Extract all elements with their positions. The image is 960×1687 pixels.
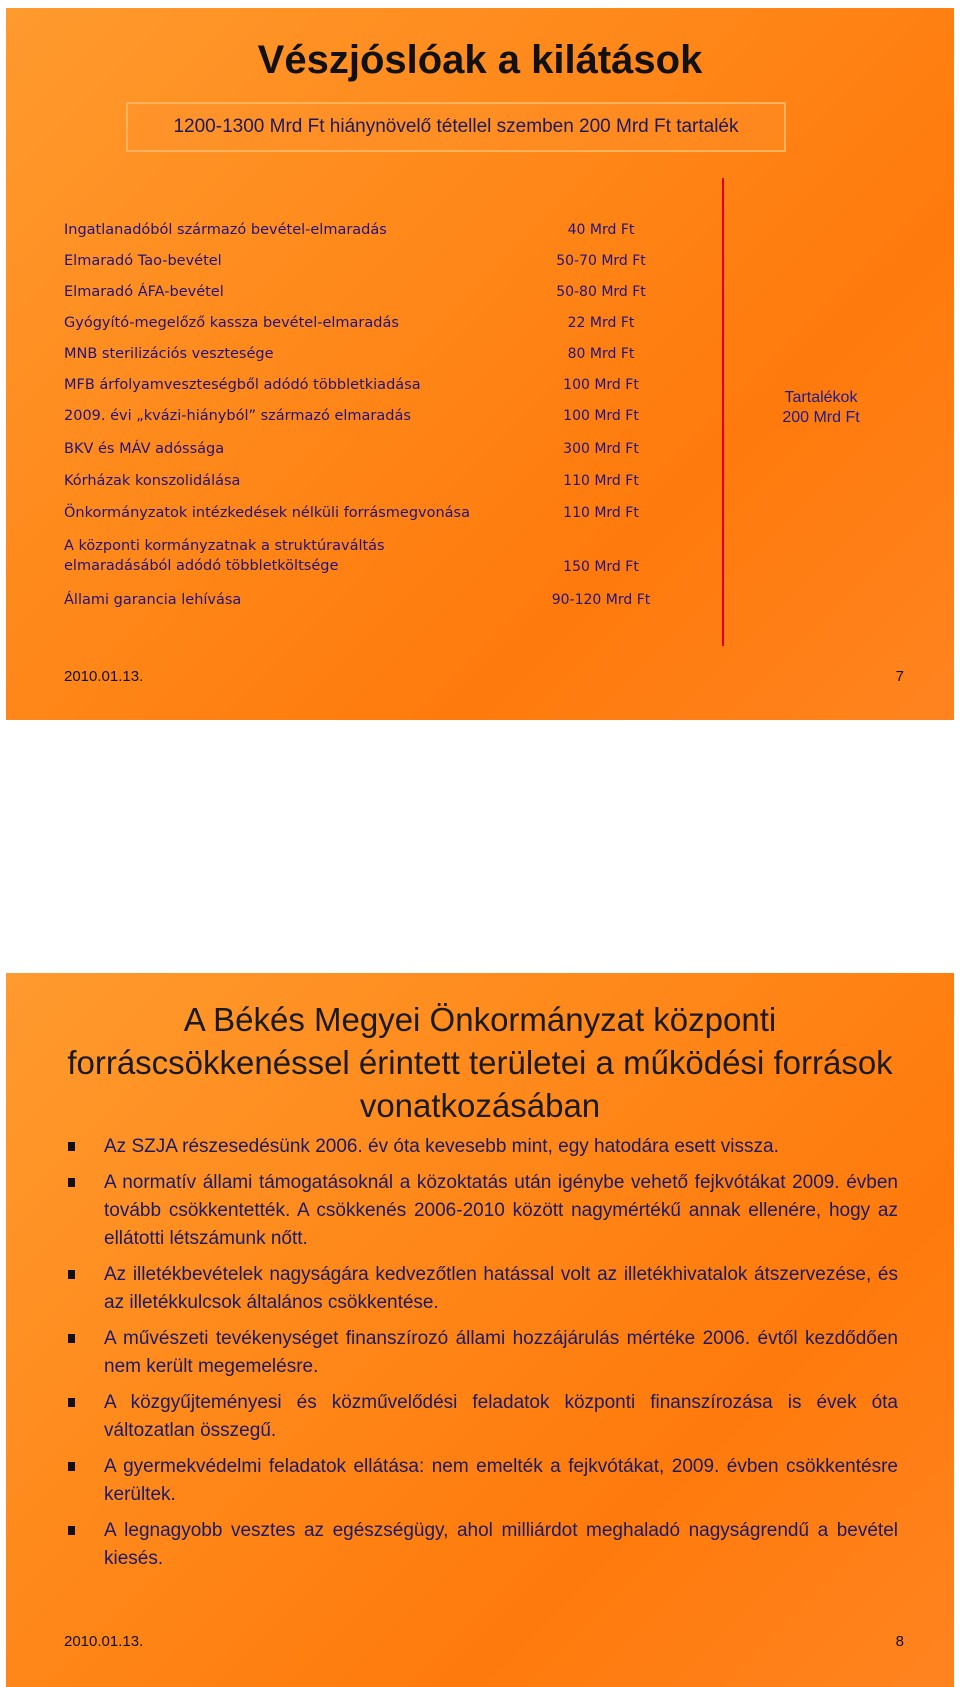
- footer-date: 2010.01.13.: [64, 668, 144, 685]
- slide-title: Vészjóslóak a kilátások: [257, 38, 703, 82]
- row-value: 50-80 Mrd Ft: [556, 284, 646, 300]
- row-label: 2009. évi „kvázi-hiányból” származó elmaradás: [64, 408, 411, 424]
- row-value: 50-70 Mrd Ft: [556, 253, 646, 269]
- bullet-square-icon: [68, 1178, 75, 1187]
- slide-title: A Békés Megyei Önkormányzat központi forráscsökkenéssel érintett területei a működési források vonatkozásában: [67, 1001, 893, 1124]
- bullet-square-icon: [68, 1462, 75, 1471]
- bullet-square-icon: [68, 1398, 75, 1407]
- list-item: A legnagyobb vesztes az egészségügy, ahol milliárdot meghaladó nagyságrendű a bevétel kiesés.: [68, 1517, 898, 1573]
- row-label: Elmaradó ÁFA-bevétel: [64, 284, 224, 300]
- row-label: Elmaradó Tao-bevétel: [64, 253, 222, 269]
- divider-line: [722, 178, 724, 646]
- bullet-square-icon: [68, 1270, 75, 1279]
- footer-date: 2010.01.13.: [64, 1633, 144, 1650]
- row-value: 100 Mrd Ft: [563, 408, 639, 424]
- row-value: 110 Mrd Ft: [563, 473, 639, 489]
- slide-7: [6, 8, 954, 720]
- reserves-label: Tartalékok: [784, 389, 858, 406]
- bullet-square-icon: [68, 1142, 75, 1151]
- reserves-box: [731, 388, 911, 428]
- row-label: Kórházak konszolidálása: [64, 473, 241, 489]
- bullet-list: [68, 1133, 898, 1581]
- row-value: 90-120 Mrd Ft: [551, 592, 651, 608]
- row-value: 40 Mrd Ft: [567, 222, 635, 238]
- row-label: MFB árfolyamveszteségből adódó többletkiadása: [64, 377, 421, 393]
- row-value: 150 Mrd Ft: [563, 559, 639, 575]
- list-item: A közgyűjteményesi és közművelődési feladatok központi finanszírozása is évek óta változatlan összegű.: [68, 1389, 898, 1445]
- row-value: 100 Mrd Ft: [563, 377, 639, 393]
- row-label: Gyógyító-megelőző kassza bevétel-elmaradás: [64, 315, 399, 331]
- row-label: BKV és MÁV adóssága: [64, 441, 225, 457]
- list-item: A gyermekvédelmi feladatok ellátása: nem emelték a fejkvótákat, 2009. évben csökkentésre kerültek.: [68, 1453, 898, 1509]
- slide-8: [6, 973, 954, 1687]
- list-item: A normatív állami támogatásoknál a közoktatás után igénybe vehető fejkvótákat 2009. évben tovább csökkentették. A csökkenés 2006-2010 között nagymértékű annak ellenére, hogy az ellátotti létszámunk nőtt.: [68, 1169, 898, 1253]
- list-item: Az SZJA részesedésünk 2006. év óta kevesebb mint, egy hatodára esett vissza.: [68, 1133, 898, 1161]
- bullet-square-icon: [68, 1334, 75, 1343]
- page-number: 8: [895, 1633, 904, 1650]
- list-item: Az illetékbevételek nagyságára kedvezőtlen hatással volt az illetékhivatalok átszervezése, és az illetékkulcsok általános csökkentése.: [68, 1261, 898, 1317]
- list-item: A művészeti tevékenységet finanszírozó állami hozzájárulás mértéke 2006. évtől kezdődően nem került megemelésre.: [68, 1325, 898, 1381]
- row-label: Állami garancia lehívása: [64, 592, 242, 608]
- row-value: 22 Mrd Ft: [567, 315, 635, 331]
- bullet-square-icon: [68, 1526, 75, 1535]
- page-number: 7: [895, 668, 904, 685]
- reserves-value: 200 Mrd Ft: [782, 409, 860, 426]
- row-value: 300 Mrd Ft: [563, 441, 639, 457]
- subtitle-text: 1200-1300 Mrd Ft hiánynövelő tétellel szemben 200 Mrd Ft tartalék: [173, 116, 739, 137]
- row-label: Ingatlanadóból származó bevétel-elmaradás: [64, 222, 387, 238]
- row-value: 80 Mrd Ft: [567, 346, 635, 362]
- row-label: Önkormányzatok intézkedések nélküli forrásmegvonása: [64, 505, 470, 521]
- row-label: MNB sterilizációs vesztesége: [64, 346, 274, 362]
- subtitle-box: [126, 102, 786, 152]
- row-label: A központi kormányzatnak a struktúraváltás elmaradásából adódó többletköltsége: [64, 538, 385, 574]
- row-value: 110 Mrd Ft: [563, 505, 639, 521]
